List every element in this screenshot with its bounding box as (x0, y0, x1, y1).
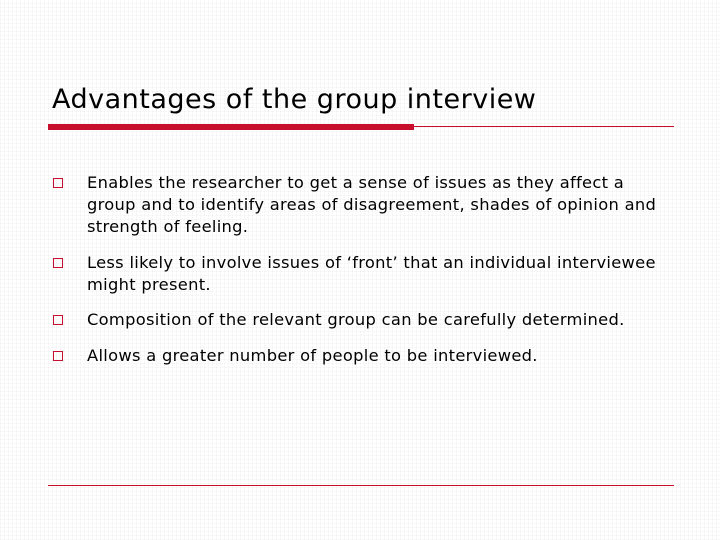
bullet-text: Composition of the relevant group can be carefully determined. (87, 310, 625, 329)
bullet-item (52, 172, 672, 238)
bullet-text: Allows a greater number of people to be interviewed. (87, 346, 538, 365)
footer-rule (48, 485, 674, 486)
bullet-item (52, 309, 672, 331)
title-underline (48, 123, 674, 131)
hollow-square-bullet-icon (53, 351, 63, 361)
bullet-text: Enables the researcher to get a sense of issues as they affect a group and to identify areas of disagreement, shades of opinion and strength of feeling. (87, 173, 657, 236)
bullet-item (52, 252, 672, 296)
slide-title: Advantages of the group interview (52, 84, 537, 115)
hollow-square-bullet-icon (53, 258, 63, 268)
bullet-list (52, 172, 672, 381)
bullet-item (52, 345, 672, 367)
bullet-text: Less likely to involve issues of ‘front’ that an individual interviewee might present. (87, 253, 656, 294)
hollow-square-bullet-icon (53, 315, 63, 325)
title-underline-thick (48, 124, 414, 130)
hollow-square-bullet-icon (53, 178, 63, 188)
